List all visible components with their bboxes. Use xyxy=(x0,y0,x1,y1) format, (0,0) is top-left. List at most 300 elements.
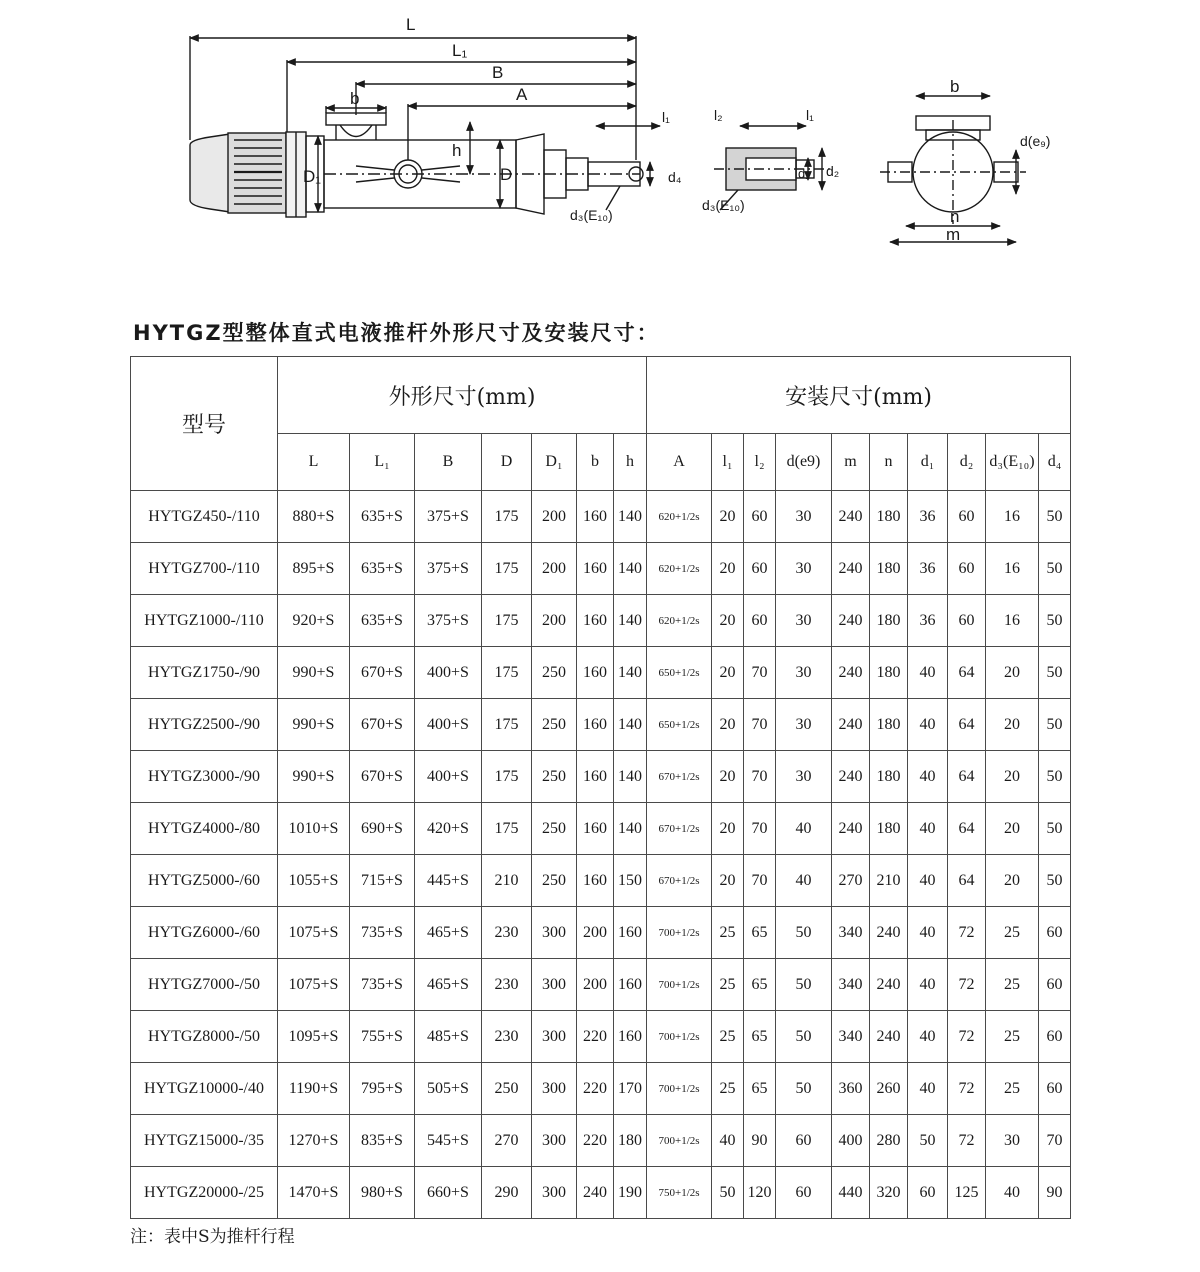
table-cell: 300 xyxy=(532,907,577,959)
label-de9: d(e₉) xyxy=(1020,133,1051,149)
label-m: m xyxy=(946,225,961,244)
column-header: d₄ xyxy=(1039,434,1071,491)
cylinder-body xyxy=(324,113,643,214)
model-cell: HYTGZ3000-/90 xyxy=(131,751,278,803)
table-row xyxy=(131,803,1071,855)
table-cell: 160 xyxy=(577,595,614,647)
table-cell: 440 xyxy=(832,1167,870,1219)
table-cell: 700+1/2s xyxy=(647,907,712,959)
table-cell: 60 xyxy=(1039,959,1071,1011)
table-cell: 180 xyxy=(870,595,908,647)
model-cell: HYTGZ2500-/90 xyxy=(131,699,278,751)
table-cell: 250 xyxy=(532,803,577,855)
table-cell: 40 xyxy=(776,855,832,907)
table-cell: 180 xyxy=(870,803,908,855)
label-h: h xyxy=(452,141,462,160)
table-cell: 160 xyxy=(614,1011,647,1063)
table-row xyxy=(131,1167,1071,1219)
model-cell: HYTGZ20000-/25 xyxy=(131,1167,278,1219)
table-cell: 30 xyxy=(776,543,832,595)
table-row xyxy=(131,751,1071,803)
table-cell: 40 xyxy=(908,699,948,751)
table-cell: 50 xyxy=(1039,647,1071,699)
column-header: B xyxy=(415,434,482,491)
table-row xyxy=(131,699,1071,751)
label-L1: L₁ xyxy=(452,41,468,60)
table-cell: 700+1/2s xyxy=(647,1063,712,1115)
table-cell: 36 xyxy=(908,543,948,595)
table-cell: 190 xyxy=(614,1167,647,1219)
table-cell: 40 xyxy=(908,803,948,855)
outline-dimensions-header: 外形尺寸(mm) xyxy=(278,357,647,434)
table-cell: 445+S xyxy=(415,855,482,907)
table-cell: 30 xyxy=(986,1115,1039,1167)
table-cell: 620+1/2s xyxy=(647,595,712,647)
table-cell: 70 xyxy=(744,751,776,803)
table-cell: 1270+S xyxy=(278,1115,350,1167)
table-cell: 300 xyxy=(532,1115,577,1167)
table-cell: 64 xyxy=(948,699,986,751)
table-cell: 210 xyxy=(482,855,532,907)
table-cell: 175 xyxy=(482,647,532,699)
table-cell: 90 xyxy=(1039,1167,1071,1219)
table-cell: 16 xyxy=(986,491,1039,543)
table-cell: 72 xyxy=(948,907,986,959)
table-cell: 375+S xyxy=(415,491,482,543)
table-cell: 50 xyxy=(1039,855,1071,907)
table-cell: 120 xyxy=(744,1167,776,1219)
table-cell: 250 xyxy=(532,855,577,907)
table-cell: 210 xyxy=(870,855,908,907)
table-cell: 20 xyxy=(712,595,744,647)
table-cell: 1190+S xyxy=(278,1063,350,1115)
table-cell: 465+S xyxy=(415,907,482,959)
model-cell: HYTGZ700-/110 xyxy=(131,543,278,595)
table-cell: 635+S xyxy=(350,491,415,543)
table-cell: 200 xyxy=(532,491,577,543)
table-cell: 50 xyxy=(1039,491,1071,543)
table-cell: 465+S xyxy=(415,959,482,1011)
label-d3-detail: d₃(E₁₀) xyxy=(702,197,745,213)
table-cell: 280 xyxy=(870,1115,908,1167)
table-cell: 50 xyxy=(776,1063,832,1115)
table-cell: 175 xyxy=(482,543,532,595)
table-cell: 180 xyxy=(870,647,908,699)
table-cell: 880+S xyxy=(278,491,350,543)
table-cell: 70 xyxy=(744,803,776,855)
table-cell: 160 xyxy=(577,803,614,855)
table-cell: 20 xyxy=(986,699,1039,751)
table-cell: 60 xyxy=(1039,1011,1071,1063)
table-cell: 64 xyxy=(948,647,986,699)
label-L: L xyxy=(406,15,416,34)
table-cell: 180 xyxy=(614,1115,647,1167)
column-header: L₁ xyxy=(350,434,415,491)
table-cell: 60 xyxy=(1039,907,1071,959)
model-cell: HYTGZ4000-/80 xyxy=(131,803,278,855)
table-cell: 160 xyxy=(577,751,614,803)
table-cell: 240 xyxy=(832,699,870,751)
table-cell: 160 xyxy=(577,647,614,699)
table-cell: 980+S xyxy=(350,1167,415,1219)
label-b-end: b xyxy=(950,77,960,96)
table-cell: 240 xyxy=(832,803,870,855)
table-cell: 16 xyxy=(986,595,1039,647)
table-cell: 1075+S xyxy=(278,907,350,959)
model-cell: HYTGZ15000-/35 xyxy=(131,1115,278,1167)
table-cell: 25 xyxy=(986,959,1039,1011)
table-cell: 250 xyxy=(532,751,577,803)
table-cell: 240 xyxy=(577,1167,614,1219)
table-cell: 20 xyxy=(986,751,1039,803)
table-cell: 220 xyxy=(577,1063,614,1115)
table-cell: 755+S xyxy=(350,1011,415,1063)
table-cell: 835+S xyxy=(350,1115,415,1167)
table-cell: 715+S xyxy=(350,855,415,907)
table-cell: 36 xyxy=(908,595,948,647)
table-cell: 670+1/2s xyxy=(647,751,712,803)
table-cell: 270 xyxy=(832,855,870,907)
table-cell: 260 xyxy=(870,1063,908,1115)
table-cell: 240 xyxy=(832,647,870,699)
table-cell: 90 xyxy=(744,1115,776,1167)
table-row xyxy=(131,855,1071,907)
table-cell: 60 xyxy=(948,491,986,543)
table-cell: 65 xyxy=(744,907,776,959)
table-cell: 40 xyxy=(908,959,948,1011)
table-row xyxy=(131,907,1071,959)
table-cell: 230 xyxy=(482,959,532,1011)
table-cell: 20 xyxy=(712,491,744,543)
table-cell: 990+S xyxy=(278,699,350,751)
table-cell: 620+1/2s xyxy=(647,543,712,595)
table-row xyxy=(131,1063,1071,1115)
table-cell: 40 xyxy=(908,751,948,803)
label-b: b xyxy=(350,89,360,108)
table-cell: 40 xyxy=(908,855,948,907)
table-cell: 290 xyxy=(482,1167,532,1219)
model-cell: HYTGZ8000-/50 xyxy=(131,1011,278,1063)
table-cell: 60 xyxy=(776,1167,832,1219)
table-row xyxy=(131,543,1071,595)
model-header: 型号 xyxy=(131,357,278,491)
column-header: D₁ xyxy=(532,434,577,491)
table-cell: 25 xyxy=(986,907,1039,959)
table-cell: 160 xyxy=(577,491,614,543)
table-cell: 60 xyxy=(948,595,986,647)
table-cell: 400+S xyxy=(415,699,482,751)
model-cell: HYTGZ6000-/60 xyxy=(131,907,278,959)
table-cell: 70 xyxy=(744,699,776,751)
table-cell: 895+S xyxy=(278,543,350,595)
table-row xyxy=(131,1011,1071,1063)
table-cell: 300 xyxy=(532,1011,577,1063)
table-cell: 545+S xyxy=(415,1115,482,1167)
table-cell: 16 xyxy=(986,543,1039,595)
table-cell: 40 xyxy=(986,1167,1039,1219)
table-cell: 64 xyxy=(948,803,986,855)
label-d1: d₁ xyxy=(798,166,810,181)
model-cell: HYTGZ5000-/60 xyxy=(131,855,278,907)
table-cell: 64 xyxy=(948,855,986,907)
table-cell: 20 xyxy=(712,647,744,699)
table-cell: 240 xyxy=(870,959,908,1011)
table-cell: 64 xyxy=(948,751,986,803)
table-cell: 30 xyxy=(776,647,832,699)
table-cell: 50 xyxy=(908,1115,948,1167)
column-header: b xyxy=(577,434,614,491)
table-cell: 750+1/2s xyxy=(647,1167,712,1219)
table-cell: 375+S xyxy=(415,543,482,595)
label-l1-detail: l₁ xyxy=(806,107,814,123)
column-header: m xyxy=(832,434,870,491)
column-header: D xyxy=(482,434,532,491)
table-cell: 60 xyxy=(1039,1063,1071,1115)
table-cell: 920+S xyxy=(278,595,350,647)
table-cell: 200 xyxy=(577,907,614,959)
table-cell: 25 xyxy=(986,1063,1039,1115)
table-cell: 180 xyxy=(870,751,908,803)
table-cell: 20 xyxy=(986,855,1039,907)
table-cell: 375+S xyxy=(415,595,482,647)
label-D1: D₁ xyxy=(303,167,322,186)
table-cell: 300 xyxy=(532,1167,577,1219)
table-cell: 220 xyxy=(577,1011,614,1063)
table-cell: 670+S xyxy=(350,751,415,803)
model-cell: HYTGZ1750-/90 xyxy=(131,647,278,699)
model-cell: HYTGZ7000-/50 xyxy=(131,959,278,1011)
table-cell: 250 xyxy=(532,647,577,699)
table-cell: 20 xyxy=(712,751,744,803)
table-cell: 420+S xyxy=(415,803,482,855)
table-cell: 270 xyxy=(482,1115,532,1167)
table-cell: 250 xyxy=(482,1063,532,1115)
table-cell: 140 xyxy=(614,491,647,543)
table-cell: 700+1/2s xyxy=(647,1011,712,1063)
table-cell: 25 xyxy=(712,1063,744,1115)
table-cell: 620+1/2s xyxy=(647,491,712,543)
column-header: A xyxy=(647,434,712,491)
table-cell: 200 xyxy=(532,543,577,595)
table-cell: 200 xyxy=(577,959,614,1011)
table-cell: 50 xyxy=(776,959,832,1011)
table-cell: 175 xyxy=(482,699,532,751)
table-cell: 735+S xyxy=(350,907,415,959)
table-cell: 60 xyxy=(744,491,776,543)
column-header: d₁ xyxy=(908,434,948,491)
table-cell: 485+S xyxy=(415,1011,482,1063)
model-cell: HYTGZ1000-/110 xyxy=(131,595,278,647)
column-header: d₃(E₁₀) xyxy=(986,434,1039,491)
table-cell: 160 xyxy=(614,959,647,1011)
model-cell: HYTGZ450-/110 xyxy=(131,491,278,543)
column-header: h xyxy=(614,434,647,491)
table-cell: 635+S xyxy=(350,543,415,595)
table-cell: 990+S xyxy=(278,647,350,699)
column-header: n xyxy=(870,434,908,491)
table-cell: 175 xyxy=(482,595,532,647)
table-cell: 1075+S xyxy=(278,959,350,1011)
table-cell: 690+S xyxy=(350,803,415,855)
table-cell: 20 xyxy=(986,803,1039,855)
table-cell: 50 xyxy=(1039,751,1071,803)
label-d2: d₂ xyxy=(826,163,840,179)
table-cell: 700+1/2s xyxy=(647,959,712,1011)
page-title: HYTGZ型整体直式电液推杆外形尺寸及安装尺寸： xyxy=(133,321,660,345)
table-cell: 230 xyxy=(482,907,532,959)
table-cell: 170 xyxy=(614,1063,647,1115)
table-cell: 340 xyxy=(832,959,870,1011)
table-cell: 180 xyxy=(870,491,908,543)
table-cell: 40 xyxy=(712,1115,744,1167)
install-dimensions-header: 安装尺寸(mm) xyxy=(647,357,1071,434)
table-cell: 1010+S xyxy=(278,803,350,855)
table-cell: 670+1/2s xyxy=(647,803,712,855)
table-cell: 60 xyxy=(948,543,986,595)
table-cell: 30 xyxy=(776,751,832,803)
column-header: d₂ xyxy=(948,434,986,491)
table-cell: 60 xyxy=(744,595,776,647)
table-cell: 140 xyxy=(614,699,647,751)
table-cell: 990+S xyxy=(278,751,350,803)
column-header: l₂ xyxy=(744,434,776,491)
table-cell: 735+S xyxy=(350,959,415,1011)
table-cell: 240 xyxy=(870,1011,908,1063)
table-cell: 300 xyxy=(532,1063,577,1115)
table-row xyxy=(131,959,1071,1011)
table-cell: 650+1/2s xyxy=(647,647,712,699)
table-cell: 20 xyxy=(986,647,1039,699)
table-cell: 40 xyxy=(908,647,948,699)
table-cell: 140 xyxy=(614,803,647,855)
table-cell: 72 xyxy=(948,1115,986,1167)
table-row xyxy=(131,647,1071,699)
table-cell: 240 xyxy=(832,543,870,595)
table-cell: 50 xyxy=(712,1167,744,1219)
table-cell: 40 xyxy=(908,907,948,959)
table-cell: 72 xyxy=(948,1063,986,1115)
table-cell: 140 xyxy=(614,595,647,647)
table-cell: 65 xyxy=(744,1011,776,1063)
technical-drawing xyxy=(0,0,1200,300)
table-cell: 650+1/2s xyxy=(647,699,712,751)
table-cell: 65 xyxy=(744,1063,776,1115)
model-cell: HYTGZ10000-/40 xyxy=(131,1063,278,1115)
table-cell: 70 xyxy=(744,647,776,699)
table-row xyxy=(131,491,1071,543)
table-cell: 635+S xyxy=(350,595,415,647)
table-cell: 60 xyxy=(776,1115,832,1167)
label-d4: d₄ xyxy=(668,169,682,185)
footnote: 注：表中S为推杆行程 xyxy=(130,1227,295,1247)
label-l1: l₁ xyxy=(662,109,670,125)
table-cell: 660+S xyxy=(415,1167,482,1219)
table-cell: 50 xyxy=(1039,699,1071,751)
table-cell: 180 xyxy=(870,543,908,595)
table-cell: 36 xyxy=(908,491,948,543)
table-cell: 700+1/2s xyxy=(647,1115,712,1167)
table-cell: 20 xyxy=(712,855,744,907)
table-cell: 220 xyxy=(577,1115,614,1167)
table-cell: 175 xyxy=(482,491,532,543)
table-cell: 240 xyxy=(832,595,870,647)
label-d3: d₃(E₁₀) xyxy=(570,207,613,223)
label-l2: l₂ xyxy=(714,107,723,123)
table-cell: 40 xyxy=(908,1011,948,1063)
table-cell: 70 xyxy=(744,855,776,907)
table-cell: 795+S xyxy=(350,1063,415,1115)
label-n: n xyxy=(950,207,960,226)
table-cell: 160 xyxy=(577,855,614,907)
table-cell: 72 xyxy=(948,959,986,1011)
table-cell: 670+S xyxy=(350,699,415,751)
label-A: A xyxy=(516,85,528,104)
table-cell: 40 xyxy=(908,1063,948,1115)
table-cell: 320 xyxy=(870,1167,908,1219)
table-cell: 30 xyxy=(776,699,832,751)
table-cell: 230 xyxy=(482,1011,532,1063)
table-cell: 20 xyxy=(712,699,744,751)
table-cell: 30 xyxy=(776,595,832,647)
table-cell: 30 xyxy=(776,491,832,543)
table-cell: 240 xyxy=(832,491,870,543)
table-cell: 40 xyxy=(776,803,832,855)
table-cell: 50 xyxy=(1039,595,1071,647)
table-cell: 300 xyxy=(532,959,577,1011)
table-cell: 60 xyxy=(744,543,776,595)
column-header: l₁ xyxy=(712,434,744,491)
table-cell: 150 xyxy=(614,855,647,907)
table-cell: 240 xyxy=(870,907,908,959)
table-cell: 400+S xyxy=(415,647,482,699)
table-body xyxy=(131,491,1071,1219)
table-cell: 50 xyxy=(776,1011,832,1063)
table-cell: 140 xyxy=(614,543,647,595)
table-cell: 70 xyxy=(1039,1115,1071,1167)
table-cell: 175 xyxy=(482,803,532,855)
table-cell: 50 xyxy=(1039,803,1071,855)
table-cell: 25 xyxy=(712,907,744,959)
table-cell: 140 xyxy=(614,751,647,803)
table-cell: 400+S xyxy=(415,751,482,803)
table-cell: 25 xyxy=(986,1011,1039,1063)
table-cell: 65 xyxy=(744,959,776,1011)
table-cell: 20 xyxy=(712,803,744,855)
table-cell: 505+S xyxy=(415,1063,482,1115)
table-cell: 160 xyxy=(577,543,614,595)
table-row xyxy=(131,595,1071,647)
table-cell: 400 xyxy=(832,1115,870,1167)
table-cell: 180 xyxy=(870,699,908,751)
table-cell: 72 xyxy=(948,1011,986,1063)
table-cell: 160 xyxy=(577,699,614,751)
table-cell: 670+S xyxy=(350,647,415,699)
label-B: B xyxy=(492,63,504,82)
table-cell: 50 xyxy=(776,907,832,959)
dimensions-table xyxy=(130,356,1071,1219)
label-D: D xyxy=(500,165,513,184)
column-header: d(e9) xyxy=(776,434,832,491)
table-cell: 25 xyxy=(712,959,744,1011)
table-cell: 50 xyxy=(1039,543,1071,595)
table-cell: 670+1/2s xyxy=(647,855,712,907)
table-cell: 240 xyxy=(832,751,870,803)
table-cell: 200 xyxy=(532,595,577,647)
table-row xyxy=(131,1115,1071,1167)
table-cell: 175 xyxy=(482,751,532,803)
table-cell: 60 xyxy=(908,1167,948,1219)
table-cell: 160 xyxy=(614,907,647,959)
